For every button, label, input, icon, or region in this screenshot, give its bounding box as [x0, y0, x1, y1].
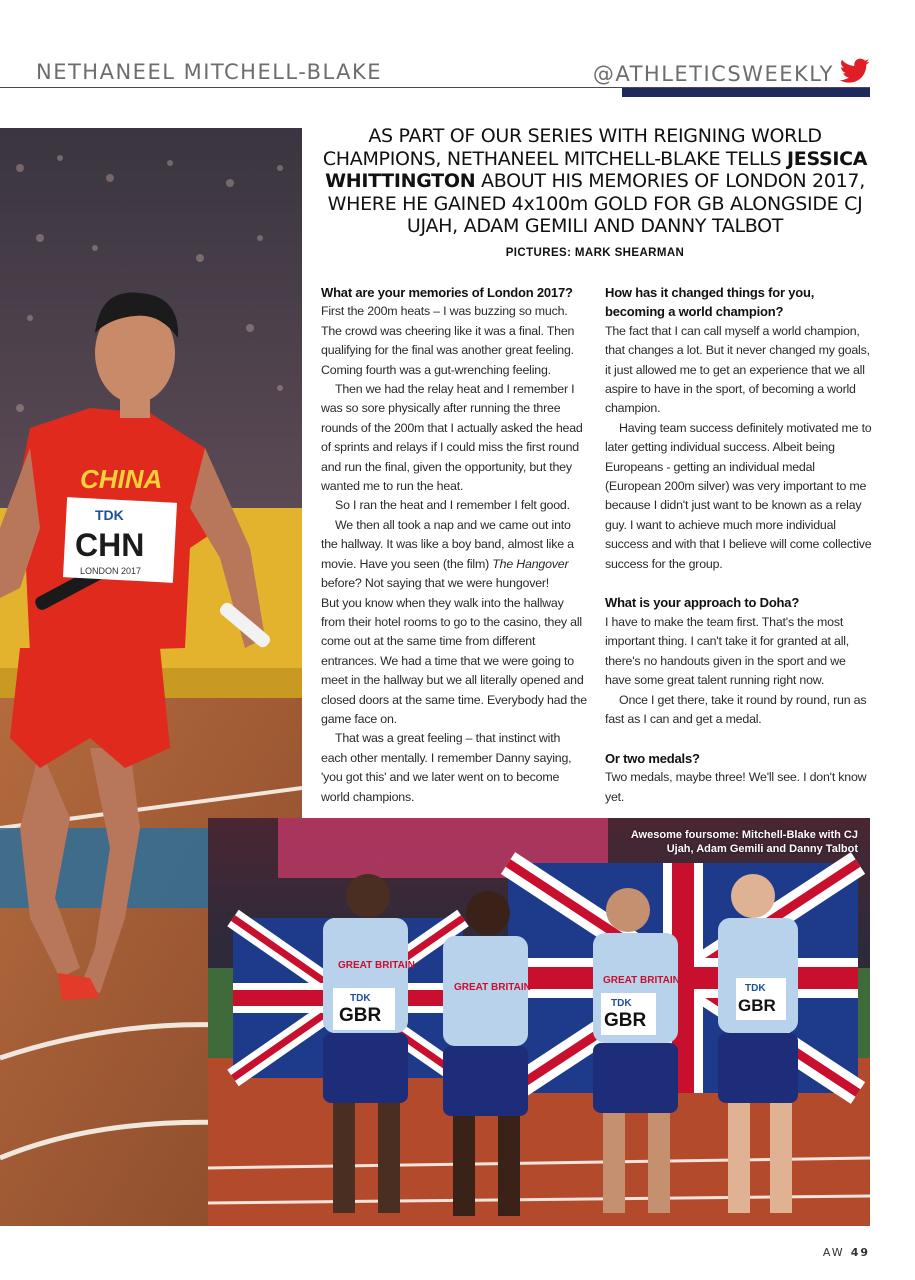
- intro-part1: AS PART OF OUR SERIES WITH REIGNING WORLD CHAMPIONS, NETHANEEL MITCHELL-BLAKE TELLS: [322, 125, 822, 170]
- page-number: 49: [850, 1246, 870, 1259]
- header-accent-bar: [622, 88, 870, 97]
- page-folio: [823, 1246, 870, 1259]
- answer-1-para-1: First the 200m heats – I was buzzing so much. The crowd was cheering like it was a final. Then qualifying for the final was another great feeling. Coming fourth was a gut-wrenching feeling.: [321, 304, 575, 377]
- film-title: The Hangover: [492, 556, 569, 571]
- answer-3-para-2: Once I get there, take it round by round, run as fast as I can and get a medal.: [605, 692, 867, 726]
- question-2: How has it changed things for you, becoming a world champion?: [605, 285, 815, 320]
- bib-sponsor-3: TDK: [611, 998, 632, 1009]
- answer-4-para-1: Two medals, maybe three! We'll see. I don't know yet.: [605, 770, 867, 804]
- article-column-2: [605, 283, 873, 807]
- section-title: NETHANEEL MITCHELL-BLAKE: [36, 60, 383, 84]
- left-vest-text: CHINA: [80, 464, 163, 494]
- answer-2-para-2: Having team success definitely motivated me to later getting individual success. Albeit being Europeans - getting an individual medal (European 200m silver) was very important to me because I didn't just want to be known as a relay guy. I want to achieve much more individual success and with that I believe will come collective success for the group.: [605, 420, 872, 571]
- answer-1-para-6: That was a great feeling – that instinct with each other mentally. I remember Danny saying, 'you got this' and we later went on to become world champions.: [321, 731, 572, 804]
- bottom-photo-gb-relay-team: [208, 818, 870, 1226]
- question-4: Or two medals?: [605, 750, 700, 766]
- answer-1-para-2: Then we had the relay heat and I remember I was so sore physically after running the three rounds of the 200m that I actually asked the head of sprints and relays if I could miss the first round and run the final, given the opportunity, but they wanted me to run the heat.: [321, 382, 583, 494]
- social-handle: @ATHLETICSWEEKLY: [592, 61, 834, 86]
- article-column-1: [321, 283, 589, 807]
- bib-code-1: GBR: [339, 1005, 382, 1026]
- bib-code-3: GBR: [604, 1010, 647, 1031]
- answer-1-para-5: But you know when they walk into the hallway from their hotel rooms to go to the casino, they all come out at the same time from different entrances. We had a time that we were going to meet in the hallway but we all literally opened and closed doors at the same time. Everybody had the game face on.: [321, 595, 587, 726]
- answer-1-para-4: [321, 516, 589, 594]
- twitter-bird-icon: [840, 58, 870, 89]
- question-3: What is your approach to Doha?: [605, 595, 800, 611]
- team-text-3: GREAT BRITAIN: [603, 975, 680, 986]
- spacer: [605, 729, 873, 748]
- intro-author: JESSICA WHITTINGTON: [325, 147, 868, 192]
- left-bib-code: CHN: [75, 527, 145, 563]
- spacer: [605, 574, 873, 593]
- answer-3-para-1: I have to make the team first. That's the most important thing. I can't take it for granted at all, there's no handouts given in the sport and we have some great talent running right now.: [605, 614, 850, 688]
- bib-code-4: GBR: [738, 996, 776, 1015]
- photo-caption: Awesome foursome: Mitchell-Blake with CJ Ujah, Adam Gemili and Danny Talbot: [630, 829, 858, 855]
- answer-2-para-1: The fact that I can call myself a world champion, that changes a lot. But it never changed my goals, it just allowed me to get an experience that we all aspire to have in the sport, of becoming a world champion.: [605, 323, 870, 416]
- para-4-pre: We then all took a nap and we came out into the hallway. It was like a boy band, almost like a movie. Have you seen (the film): [321, 517, 574, 571]
- social-handle-group: [593, 58, 870, 89]
- para-4-post: before? Not saying that we were hungover!: [321, 576, 550, 591]
- article-intro: [322, 125, 868, 238]
- team-text-1: GREAT BRITAIN: [338, 960, 415, 971]
- bib-sponsor-4: TDK: [745, 983, 766, 994]
- intro-part2: ABOUT HIS MEMORIES OF LONDON 2017, WHERE HE GAINED 4x100m GOLD FOR GB ALONGSIDE CJ UJAH, ADAM GEMILI AND DANNY TALBOT: [327, 170, 865, 237]
- question-1: What are your memories of London 2017?: [321, 285, 573, 300]
- bib-sponsor-1: TDK: [350, 993, 371, 1004]
- answer-1-para-3: So I ran the heat and I remember I felt good.: [335, 498, 570, 513]
- team-text-2: GREAT BRITAIN: [454, 982, 531, 993]
- left-bib-sponsor: TDK: [95, 507, 124, 523]
- photo-credit: PICTURES: MARK SHEARMAN: [505, 247, 685, 259]
- magazine-abbrev: AW: [822, 1246, 845, 1259]
- left-bib-sub: LONDON 2017: [80, 566, 142, 576]
